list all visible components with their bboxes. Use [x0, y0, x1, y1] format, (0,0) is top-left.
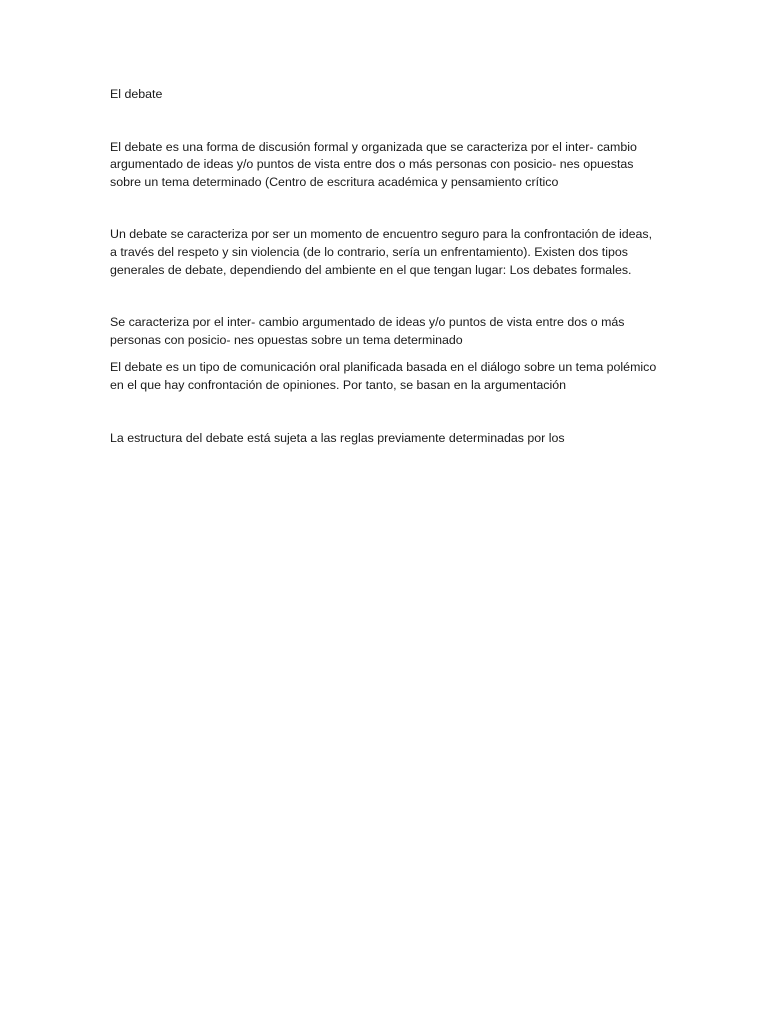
paragraph-characteristics: Un debate se caracteriza por ser un momento de encuentro seguro para la confrontación de ideas, a través del respeto y sin violencia (de lo contrario, sería un enfrentamiento). Existen dos tipos generales de debate, dependiendo del ambiente en el que tengan lugar: Los debates formales.	[110, 227, 653, 277]
paragraph-exchange: Se caracteriza por el inter- cambio argumentado de ideas y/o puntos de vista entre dos o más personas con posicio- nes opuestas sobre un tema determinado	[110, 315, 625, 347]
paragraph-structure: La estructura del debate está sujeta a las reglas previamente determinadas por los	[110, 430, 565, 445]
paragraph-definition: El debate es una forma de discusión formal y organizada que se caracteriza por el inter- cambio argumentado de ideas y/o puntos de vista entre dos o más personas con posicio- nes opuestas sobre un tema determinado (Centro de escritura académica y pensamiento crítico	[110, 139, 637, 189]
paragraph-oral-communication: El debate es un tipo de comunicación oral planificada basada en el diálogo sobre un tema polémico en el que hay confrontación de opiniones. Por tanto, se basan en la argumentación	[110, 360, 657, 392]
document-body	[110, 86, 660, 447]
document-title: El debate	[110, 87, 163, 101]
